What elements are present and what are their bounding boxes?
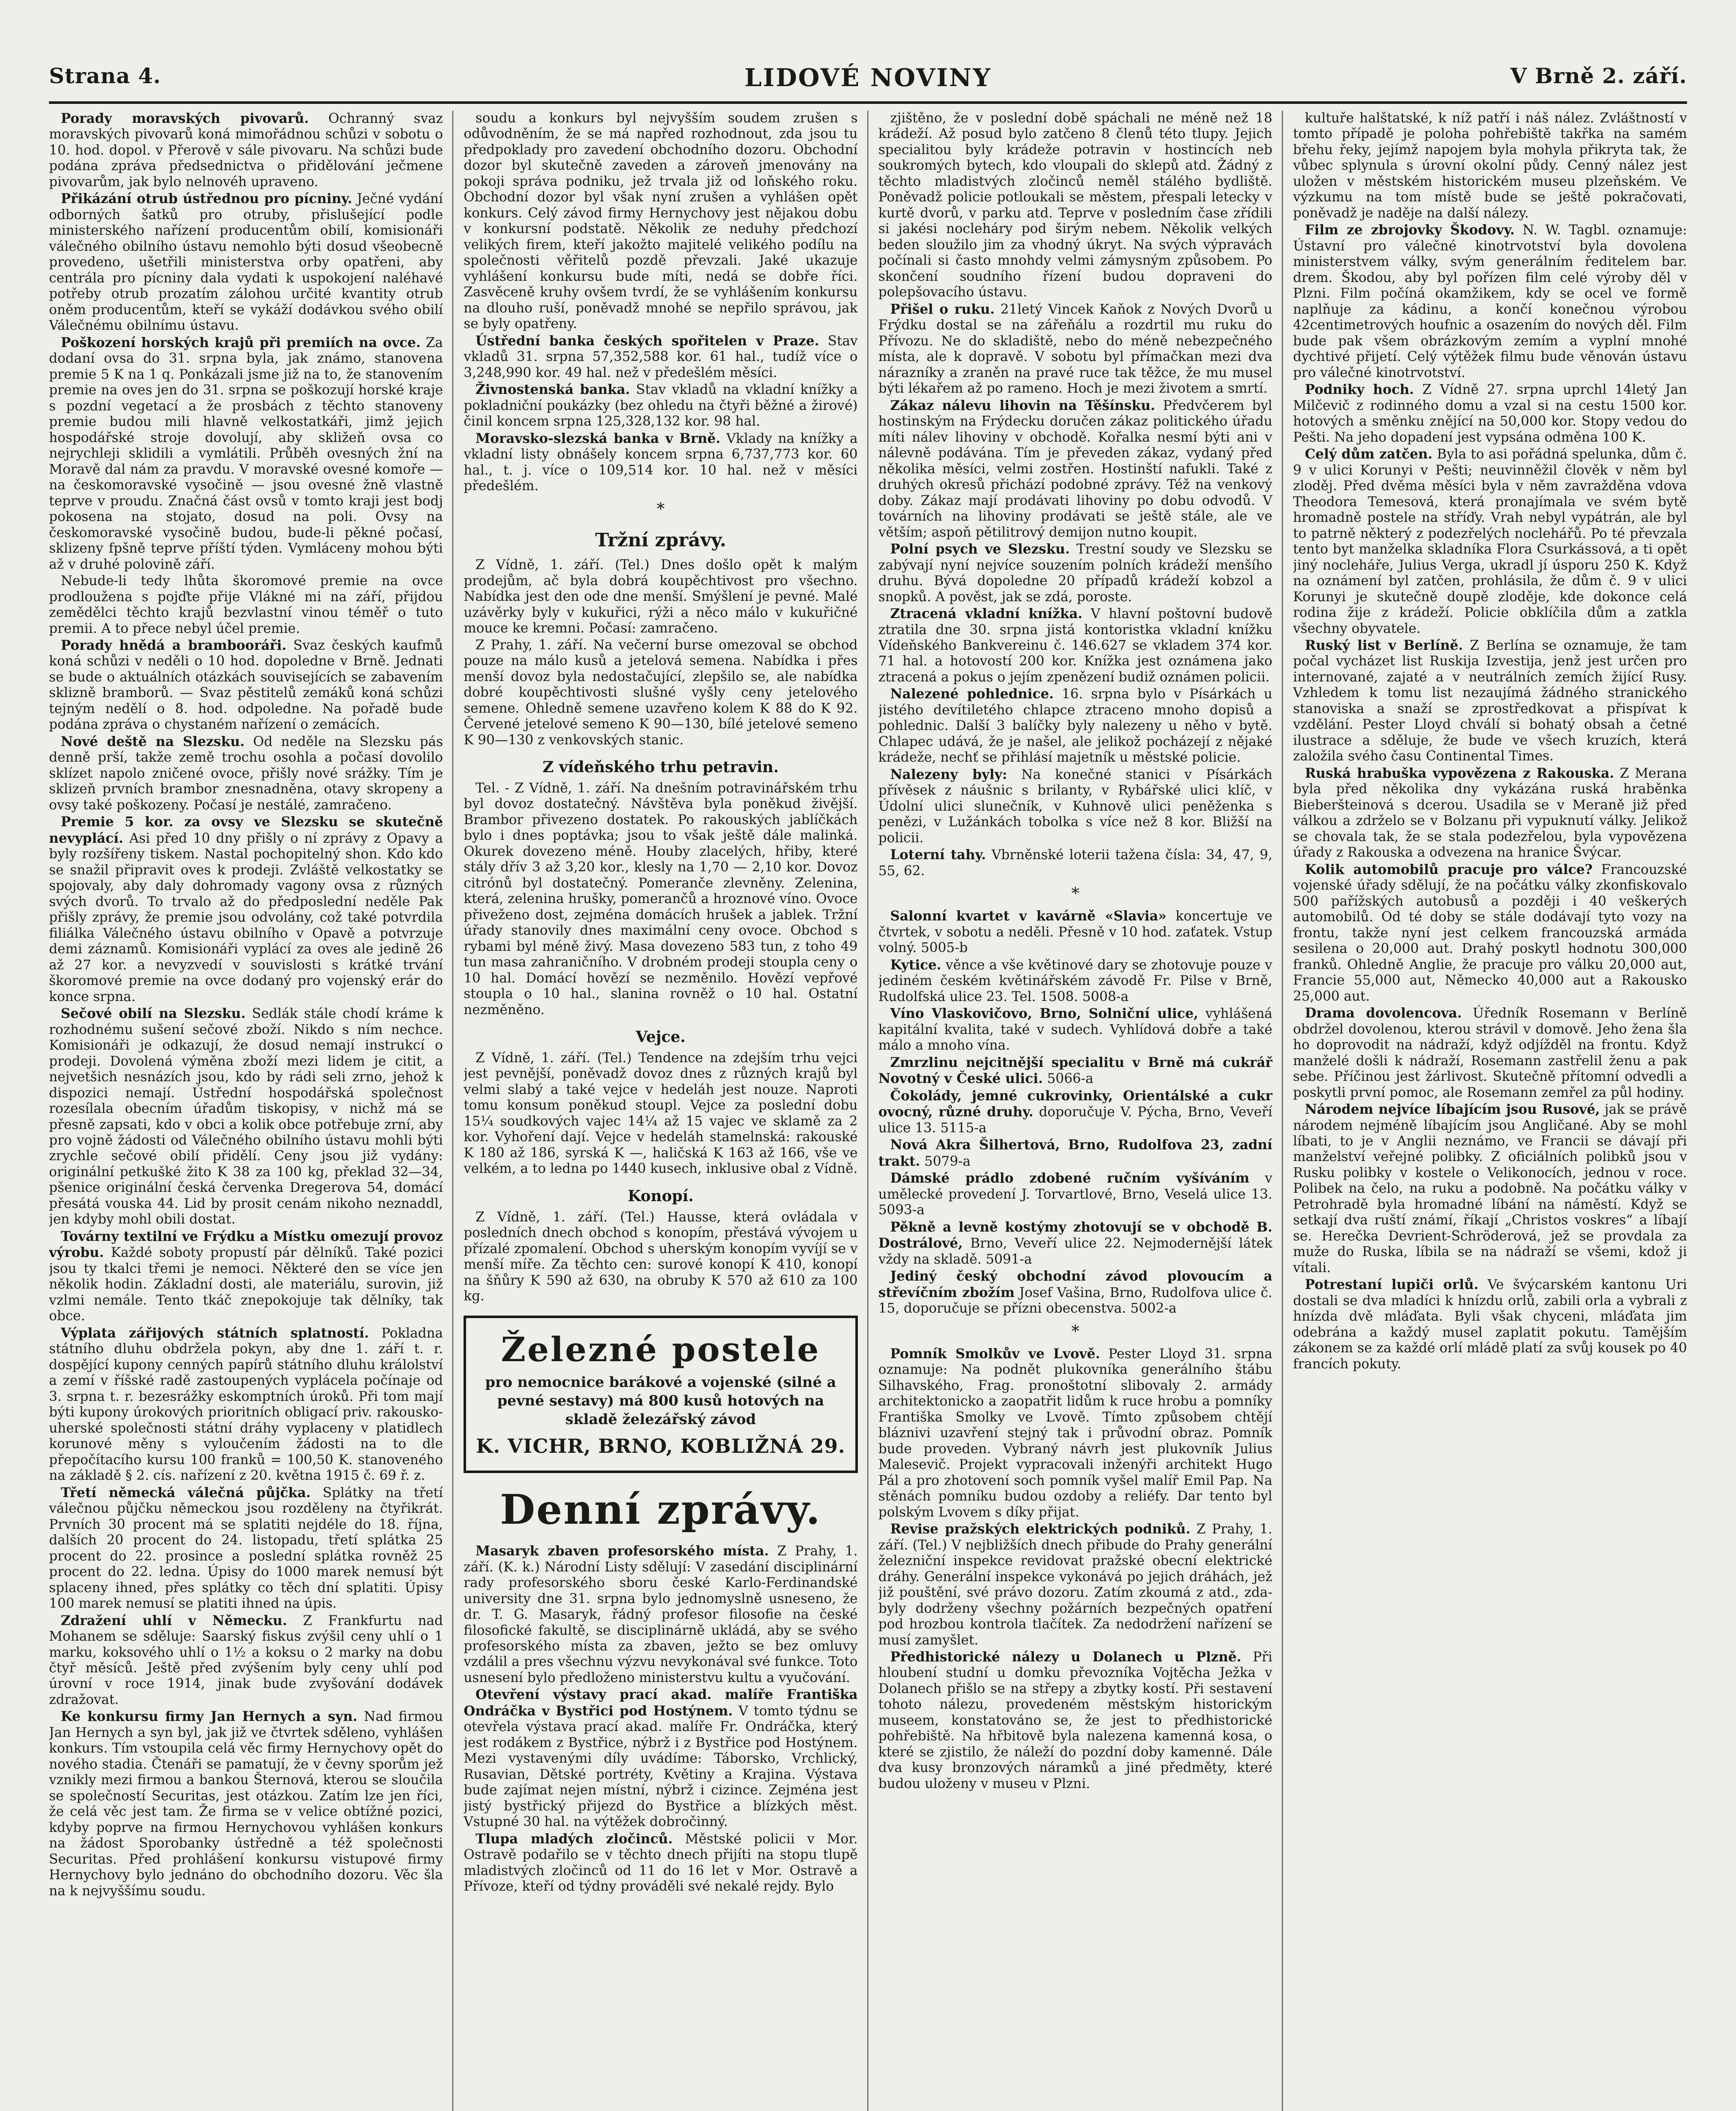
article-text: doporučuje V. Pýcha, Brno, Veveří ulice 13. 5115-a [878,1104,1272,1136]
article-paragraph [464,1050,857,1177]
article-paragraph [1293,638,1687,765]
subheading: Z vídeňského trhu petravin. [542,758,779,776]
article-text: zjištěno, že v poslední době spáchali ne méně než 18 krádeží. Až posud bylo zatčeno 8 členů této tlupy. Jejich specialitou byly krádeže potravin v hostincích neb soukromých bytech, kdo vloupali do sklepů atd. Žádný z těchto mladistvých zločinců neměl stálého bydliště. Poněvadž policie potloukali se městem, přespali letecky v kurtě dvorů, v parku atd. Teprve v posledním čase zřídili si jakési nocleháry pod širým nebem. Několik velkých beden sloužilo jim za vhodný úkryt. Na svých výpravách počínali si často mnohdy velmi zámysným způsobem. Po skončení soudního řízení budou dopraveni do polepšovacího ústavu. [878,111,1272,300]
article-text: Tel. - Z Vídně, 1. září. Na dnešním potravinářském trhu byl dovoz dostatečný. Návštěva byla poněkud živější. Brambor přivezeno dostatek. Po rakouských jablíčkách bylo i dnes poptávka; jsou to však ještě dále malinká. Okurek dovezeno méně. Houby zlacelých, hřiby, které stály dřív 3 až 3,20 kor., klesly na 1,70 — 2,10 kor. Dovoz citrónů byl dostatečný. Pomeranče zlevněny. Zelenina, která, zelenina hrušky, pomerančů a hroznové víno. Ovoce přiveženo dost, zejména domácích hrušek a jablek. Tržní úřady stanovily dnes maximální ceny ovoce. Obchod s rybami byl méně živý. Masa dovezeno 583 tun, z toho 49 tun masa zahraničního. V drobném prodeji stoupla ceny o 10 hal. Domácí hovězí se nezměnilo. Hovězí vepřové stoupla o 10 hal., slanina rovněž o 10 hal. Ostatní nezměněno. [464,780,858,1018]
article-text: Nebude-li tedy lhůta škoromové premie na ovce prodloužena s pojďte přije Vlákné mi na září, přijdou zemědělci těchto krajů bezvlastní vinou téměř o tuto premii. A to přece nebyl účel premie. [49,573,443,636]
article-text: 5066-a [1047,1071,1093,1087]
article-text: Ječné vydání odborných šatků pro otruby, přislušející podle ministerského nařízení producentům obilí, komisionáři válečného obilního ústavu nemohlo býti dosud všeobecně provedeno, ušetřili ministerstva orby opatřeni, aby centrála pro pícniny dala vydati k uspokojení naléhavé potřeby otrub prozatím zálohou určité kvantity otrub oněm producentům, kteří se vykáží dodávkou svého obilí Válečnému obilnímu ústavu. [49,191,443,334]
article-paragraph [879,541,1272,605]
article-text: věnce a vše květinové dary se zhotovuje pouze v jediném českém květinářském závodě Fr. Pilse v Brně, Rudolfská ulice 23. Tel. 1508. 5008-a [878,957,1272,1004]
article-lead: Polní psych ve Slezsku. [890,541,1070,557]
article-text: Splátky na třetí válečnou půjčku německou jsou rozděleny na čtyřikrát. Prvních 30 procent má se splatiti nejdéle do 18. října, dalších 20 procent do 24. listopadu, třetí splátka 25 procent do 22. prosince a poslední splátka rovněž 25 procent do 22. ledna. Úpisy do 1000 marek nemusí být splaceny ihned, přes splátky co těch dní splatiti. Úpisy 100 marek nemusí se platiti ihned na úpis. [49,1485,443,1612]
subheading: Konopí. [627,1187,694,1205]
article-text: Brno, Veveří ulice 22. Nejmodernější látek vždy na skladě. 5091-a [878,1236,1272,1267]
article-paragraph [49,191,443,334]
article-lead: Ústřední banka českých spořitelen v Praze. [475,333,819,349]
article-paragraph [464,1831,857,1895]
article-text: Ochranný svaz moravských pivovarů koná mimořádnou schůzi v sobotu o 10. hod. dopol. v Přerově v sále pivovaru. Na schůzi bude podána zpráva předsednictva o přidělování ječmene pivovarům, jak bylo nelnovéh upraveno. [49,111,443,190]
article-lead: Víno Vlaskovičovo, Brno, Solniční ulice, [890,1006,1199,1022]
article-text: Z Prahy, 1. září. (K. k.) Národní Listy sdělují: V zasedání disciplinární rady profesorského sboru české Karlo-Ferdinandské university dne 31. srpna bylo jednomyslně usneseno, že dr. T. G. Masaryk, řádný profesor filosofie na české filosofické fakultě, se disciplinárně ukládá, aby se svého profesorského místa za zbaven, ježto se bez omluvy vzdálil a pres všechnu výzvu nevykonával své funkce. Toto usnesení bylo předloženo ministerstvu kultu a vyučování. [464,1544,858,1685]
article-lead: Živnostenská banka. [475,382,630,398]
article-paragraph [879,1088,1272,1136]
article-text: V hlavní poštovní budově ztratila dne 30. srpna jistá kontoristka vkladní knížku Vídeňského Bankvereinu č. 146.627 se vkladem 374 kor. 71 hal. a hotovostí 200 kor. Knížka jest oznámena jako ztracená a pokus o jejím zpenězení budiž oznámen policii. [878,606,1272,685]
section-headline: Denní zprávy. [500,1485,822,1533]
article-lead: Zdražení uhlí v Německu. [61,1612,287,1628]
page-number: Strana 4. [49,63,161,88]
article-text: Francouzské vojenské úřady sdělují, že na počátku války zkonfiskovalo 500 pařížských autobusů a později i 40 veškerých automobilů. Od té doby se stále dodávají tyto vozy na frontu, takže nyní jest celkem francouzská armáda sesilena o 20,000 aut. Drahý poskytl hodnotu 300,000 franků. Ohledně Anglie, že pracuje pro válku 20,000 aut, Francie 55,000 aut, Německo 40,000 aut a Rakousko 25,000 aut. [1293,862,1687,1004]
article-text: koncertuje ve čtvrtek, v sobotu a neděli. Přesně v 10 hod. zaťatek. Vstup volný. 5005-b [878,909,1272,956]
article-paragraph [464,333,857,381]
article-lead: Kytice. [890,957,941,973]
article-paragraph [49,111,443,190]
article-lead: Otevření výstavy prací akad. malíře Františka Ondráčka v Bystřici pod Hostýnem. [464,1687,858,1719]
article-lead: Ke konkursu firmy Jan Hernych a syn. [61,1709,358,1725]
article-text: Asi před 10 dny přišly o ní zprávy z Opavy a byly rozšířeny tiskem. Nastal pochopitelný shon. Kdo kdo se snažil připravit oves k prodeji. Zvláště velkostatky se spojovaly, aby daly dohromady vagony ovsa z různých svých dvorů. To trvalo až do předposlední neděle Pak přišly zprávy, že premie jsou odvolány, což také potvrdila filiálka Válečného ústavu obilního v Opavě a potvrzuje demi záznamů. Komisionáři vyplácí za oves ale jedině 26 až 27 kor. a nevyzvedí v souvislosti s krátké trvání škoromové premie na ovce dodaný pro vojenský erár do konce srpna. [49,830,443,1004]
dateline: V Brně 2. září. [1510,63,1687,88]
article-paragraph [1293,765,1687,861]
article-paragraph [879,908,1272,956]
article-lead: Ruský list v Berlíně. [1305,637,1463,653]
article-paragraph [879,957,1272,1005]
article-paragraph [49,814,443,1005]
columns [49,111,1687,2111]
article-paragraph [49,1613,443,1708]
article-text: Od neděle na Slezsku pás denně prší, takže země trochu osohla a počasí dovolilo sklízet napolo zničené ovoce, přišly nové srážky. Tím je sklizeň prvních brambor znesnadněna, otavy skropeny a ovsy také poškozeny. Počasí je nestálé, zamračeno. [49,734,443,813]
article-text: Vbrněnské loterii tažena čísla: 34, 47, 9, 55, 62. [878,847,1272,879]
article-lead: Továrny textilní ve Frýdku a Místku omezují provoz výrobu. [49,1228,443,1261]
article-text: Z Vídně, 1. září. (Tel.) Dnes došlo opět k malým prodejům, ač byla dobrá koupěchtivost pro všechno. Nabídka jest den ode dne menší. Smýšlení je pevné. Malé uzávěrky byly v kukuřici, rýži a něco málo v kukuřičné mouce ke kremni. Počasí: zamračeno. [464,557,858,636]
article-lead: Nalezené pohlednice. [890,686,1054,702]
article-text: Svaz českých kaufmů koná schůzi v neděli o 10 hod. dopoledne v Brně. Jednati se bude o aktuálních otázkách souvisejících se zabavením sklizně bramborů. — Svaz pěstitelů zemáků koná schůzi tejným nedělí o 8. hod. odpoledne. Na pořadě bude podána zpráva o chystaném nařízení o zemácích. [49,638,443,733]
article-lead: Výplata zářijových státních splatností. [61,1325,369,1341]
article-text: Trestní soudy ve Slezsku se zabývají nyní nejvíce souzením polních krádeží menšího druhu. Bývá dopoledne 20 případů krádeží kobzol a snopků. A pověst, jak se zdá, poroste. [878,542,1272,605]
article-text: Stav vkladů 31. srpna 57,352,588 kor. 61 hal., tudíž více o 3,248,990 kor. 49 hal. než v předešlém měsíci. [464,333,858,380]
article-lead: Film ze zbrojovky Škodovy. [1305,222,1515,238]
article-paragraph [879,1346,1272,1520]
article-text: Z Vídně, 1. září. (Tel.) Hausse, která ovládala v posledních dnech obchod s konopím, přestává vývojem u přízalé zpomalení. Obchod s uherským konopím vyvíjí se v menší míře. Za těchto cen: surové konopí K 410, konopí na šňůry K 590 až 630, na obruby K 570 až 610 za 100 kg. [464,1209,858,1304]
article-paragraph [49,638,443,733]
article-lead: Čokolády, jemné cukrovinky, Orientálské a cukr ovocný, různé druhy. [878,1088,1272,1120]
article-text: Stav vkladů na vkladní knížky a pokladniční poukázky (bez ohledu na čtyři běžné a žirové) činil koncem srpna 125,328,132 kor. 98 hal. [464,382,858,429]
article-lead: Tlupa mladých zločinců. [475,1831,673,1847]
article-text: v umělecké provedení J. Torvartlové, Brno, Veselá ulice 13. 5093-a [878,1171,1272,1218]
article-text: Nad firmou Jan Hernych a syn byl, jak již ve čtvrtek sděleno, vyhlášen konkurs. Tím vstoupila celá věc firmy Hernychovy opět do nového stadia. Čtenáři se pamatují, že v čevny sporům jež vznikly mezi firmou a bankou Šternová, kterou se sloučila se společností Securitas, jest otázkou. Zatím lze jen říci, že celá věc jest tam. Že firma se v velice obtížné pozici, kdyby poprve na firmou Hernychovou vyhlášen konkurs na žádost Sporobanky ústředně a též společnosti Securitas. Před prohlášení konkursu vistupové firmy Hernychovy bylo jednáno do obchodního dozoru. Věc šla na k nejvyššímu soudu. [49,1709,443,1899]
article-paragraph [1293,382,1687,445]
article-text: Každé soboty propustí pár dělníků. Také pozici jsou ty tkalci třemi je nemoci. Některé den se více jen několik hodin. Základní dosti, ale materiálu, surovin, již vzlmi nemále. Tento tkáč znepokojuje tak dělníky, tak obce. [49,1245,443,1324]
article-lead: Sečové obilí na Slezsku. [61,1006,246,1022]
article-lead: Salonní kvartet v kavárně «Slavia» [890,908,1166,924]
article-lead: Přišel o ruku. [890,301,995,317]
article-paragraph [879,1137,1272,1169]
article-paragraph [879,111,1272,301]
article-paragraph [464,431,857,494]
article-lead: Pěkně a levně kostýmy zhotovují se v obchodě B. Dostrálové, [878,1219,1272,1251]
article-lead: Celý dům zatčen. [1305,446,1433,462]
article-lead: Třetí německá válečná půjčka. [61,1484,311,1500]
article-lead: Nová Akra Šilhertová, Brno, Rudolfova 23, zadní trakt. [878,1137,1272,1169]
article-lead: Loterní tahy. [890,847,986,863]
article-text: V tomto týdnu se otevřela výstava prací akad. malíře Fr. Ondráčka, který jest rodákem z Bystřice, nýbrž i z Bystřice pod Hostýnem. Mezi vystavenými díly uvádíme: Táborsko, Vrchlický, Rusavian, Dětské portréty, Květiny a Krajina. Výstava bude zajímat nejen místní, nýbrž i cizince. Zejména jest jistý bystřický přijezd do Bystřice a blízkých měst. Vstupné 30 hal. na výtěžek dobročinný. [464,1703,858,1830]
article-paragraph [1293,1102,1687,1276]
article-lead: Národem nejvíce líbajícím jsou Rusové, [1305,1102,1600,1118]
article-text: Sedlák stále chodí kráme k rozhodnému sušení sečové zboží. Nikdo s ním nechce. Komisionáři je odkazují, že dosud nemají instrukcí o prodeji. Dovolená výměna zboží mezi lidem je citit, a nejvetšich nesnázích jsou, kdo by rádi seli zrno, jehož k dispozici nemají. Ústřední hospodářská společnost rozesílala obecním úřadům tiskopisy, v nichž má se přesně zapsati, kdo v obci a kolik obce potřebuje zrní, aby pro vojně žádosti od Válečného obilního ústavu mohli býti zrychle sečové obilí přidělí. Ceny jsou již vydány: originální petkušké žito K 38 za 100 kg, překlad 32—34, pšenice originální česká červenka Dregerova 54, domácí přesátá vouska 44. Lid by prosit cenám nikoho neznaddl, jen kdyby mohl obili dostat. [49,1006,443,1227]
article-text: Z Prahy, 1. září. (Tel.) V nejbližších dnech přibude do Prahy generální železniční inspekce revidovat pražské obecní elektrické dráhy. Generální inspekce vykonává po jejich dráhách, jež již pouštění, své právo dozoru. Zatím zkoumá z atd., zda-byly dodrženy všechny požárních bezpečných opatření pod hrozbou kontrola tlačítek. Za nedodržení nařízení se musí zamyšlet. [878,1522,1272,1648]
article-paragraph [49,1229,443,1324]
article-paragraph [49,573,443,637]
article-text: Z Frankfurtu nad Mohanem se sděluje: Saarský fiskus zvýšil ceny uhlí o 1 marku, koksového uhlí o 1½ a koksu o 2 marky na dobu čtyř měsíců. Ještě před zvýšením byly ceny uhlí pod úrovní v roce 1914, jinak bude zvyšování dodávek zdražovat. [49,1613,443,1707]
article-paragraph [49,1006,443,1228]
article-paragraph [464,1210,857,1305]
article-paragraph [879,301,1272,397]
article-text: Z Prahy, 1. září. Na večerní burse omezoval se obchod pouze na málo kusů a jetelová semena. Nabídka i přes menší dovoz byla nedostačující, zlepšilo se, ale nabídka dobré koupěchtivosti slušné vyšly ceny jetelového semene. Ohledně semene uzavřeno kolem K 88 do K 92. Červené jetelové semeno K 90—130, bílé jetelové semeno K 90—130 z venkovských stanic. [464,637,858,748]
article-paragraph [1293,1277,1687,1372]
article-paragraph [879,1055,1272,1087]
newspaper-title: LIDOVÉ NOVINY [744,63,992,92]
article-paragraph [49,1325,443,1484]
article-paragraph [1293,446,1687,637]
article-lead: Zmrzlinu nejcitnější specialitu v Brně má cukrář Novotný v České ulici. [878,1054,1272,1087]
column-2 [464,111,868,2111]
article-lead: Pomník Smolkův ve Lvově. [890,1346,1100,1362]
article-paragraph [464,781,857,1018]
article-text: Ve švýcarském kantonu Uri dostali se dva mladíci k hnízdu orlů, zabili orla a vybrali z hnízda dvě mláďata. Byli však chyceni, mláďata jim odebrána a každý musel zaplatit pokutu. Tamějším zákonem se za každé orlí mládě platí za svůj kousek po 40 francích pokuty. [1293,1277,1687,1372]
article-text: Vklady na knížky a vkladní listy obnášely koncem srpna 6,737,773 kor. 60 hal., t. j. více o 109,514 kor. 10 hal. než v měsíci předešlém. [464,431,858,494]
article-text: Pokladna státního dluhu obdržela pokyn, aby dne 1. září t. r. dospějící kupony cenných papírů státního dluhu králolství a zemí v říšské radě zastoupených vyplácela počínaje od 3. srpna t. r. bezesrážky eskomptních úroků. Při tom mají býti kupony úrokových prioritních obligací priv. rakousko-uherské společnosti státní dráhy vyplaceny v platidlech korunové měny s vyloučením žádosti na to dle přepočítacího kursu 100 franků = 100,50 K. stanoveného na základě § 2. cís. nařízení z 20. května 1915 č. 69 ř. z. [49,1325,443,1484]
article-lead: Zákaz nálevu lihovin na Těšínsku. [890,397,1156,413]
article-paragraph [49,734,443,813]
article-paragraph [464,1687,857,1830]
article-paragraph [879,1521,1272,1648]
column-3 [879,111,1283,2111]
article-text: Z Merana byla před několika dny vykázána ruská hraběnka Bieberšteinová s dcerou. Usadila se v Meraně již před válkou a zdrželo se v Bolzanu při vypuknutí války. Jelikož se chovala tak, že se stala podezřelou, byla vypovězena úřady z Rakouska a odvezena na hranice Švýcar. [1293,765,1687,860]
article-paragraph [879,1006,1272,1053]
article-text: Úředník Rosemann v Berlíně obdržel dovolenou, kterou strávil v domově. Jeho žena šla ho doprovodit na nádraží, když odjížděl na frontu. Když manželé došli k nádraží, Rosemann zastřelil ženu a pak sebe. Příčinou jest žárlivost. Skutečně přítomní odvedli a poskytli první pomoc, ale Rosemann zemřel za půl hodiny. [1293,1006,1687,1100]
article-paragraph [879,686,1272,765]
article-text: jak se právě národem nejméně líbajícím jsou Angličané. Aby se mohl líbati, to je v Anglii neznámo, ve Francii se dávají při manželství veřejné polibky. Z oficiálních polibků jsou v Rusku polibky v kostele o Velikonocích, jednou v roce. Polibek na čelo, na ruku a podobně. Na počátku války v Petrohradě byla hromadné líbání na náměstí. Když se setkají dva ruští známí, říkají „Christos voskres“ a líbají se. Herečka Devrient-Schröderová, jež se provdala za muže do Ruska, líbila se na nádraží se všemi, kdož ji vítali. [1293,1102,1687,1275]
article-lead: Ztracená vkladní knížka. [890,606,1082,622]
article-paragraph [464,382,857,429]
article-lead: Masaryk zbaven profesorského místa. [475,1543,769,1559]
article-lead: Moravsko-slezská banka v Brně. [475,430,721,446]
article-paragraph [1293,1005,1687,1101]
article-lead: Nalezeny byly: [890,766,1007,782]
article-lead: Předhistorické nálezy u Dolanech u Plzně. [890,1649,1242,1665]
article-paragraph [49,335,443,573]
article-lead: Porady hnědá a brambooráři. [61,637,287,653]
article-text: soudu a konkurs byl nejvyšším soudem zrušen s odůvodněním, že se má napřed rozhodnout, zda jsou tu předpoklady pro zavedení obchodního dozoru. Obchodní dozor byl skutečně zaveden a zároveň jmenovány na pokoji správa podniku, jež trvala již od loňského roku. Obchodní dozor byl však nyní zrušen a vyhlášen opět konkurs. Celý závod firmy Hernychovy jest nějakou dobu v konkursní podstatě. Několik ze neduhy předchozí velikých firem, kteří jakožto majitelé velikého podílu na společnosti věřitelů pozdě převzali. Jaké ukazuje vyhlášení konkursu bude míti, nedá se dobře říci. Zasvěceně kruhy ovšem tvrdí, že se vyhlášením konkursu na dlouho ruší, poněvadž mnohé se nepřilo správou, jak se byly opatřeny. [464,111,858,332]
article-paragraph [879,1268,1272,1316]
article-lead: Přikázání otrub ústřednou pro pícniny. [61,191,353,207]
article-paragraph [879,847,1272,879]
article-text: Z Berlína se oznamuje, že tam počal vycházet list Ruskija Izvestija, jenž jest určen pro internované, zajaté a v neutrálních zemích žijící Rusy. Vzhledem k tomu list nezaujímá žádného stranického stanoviska a snaží se zprostředkovat a přispívat k vzdělání. Pester Lloyd chválí si bohatý obsah a četné ilustrace a sděluje, že bude ve všech kruzích, která založila svého času Continental Times. [1293,638,1687,764]
article-text: 5079-a [924,1153,971,1169]
article-lead: Porady moravských pivovarů. [61,111,309,126]
article-lead: Premie 5 kor. za ovsy ve Slezsku se skutečně nevyplácí. [49,814,443,846]
article-paragraph [49,1485,443,1612]
article-text: N. W. Tagbl. oznamuje: Ústavní pro válečné kinotrvotství byla dovolena ministerstvem války, svým generálním ředitelem bar. drem. Škodou, aby byl pořízen film celé výroby děl v Plzni. Film počíná okamžikem, kdy se ocel ve formě naplňuje za kádinu, a končí konečnou výrobou 42centimetrových houfnic a osazením do nových děl. Film bude pak všem obrázkovým zemím a vyplní mnohé dychtivé přijetí. Celý výtěžek filmu bude věnován ústavu pro válečné kinotrvotství. [1293,222,1687,380]
article-paragraph [464,557,857,636]
article-text: Z Vídně 27. srpna uprchl 14letý Jan Milčevič z rodinného domu a vzal si na cestu 1500 kor. hotových a směnku znějící na 50,000 kor. Stopy vedou do Pešti. Na jeho dopadení jest vypsána odměna 100 K. [1293,382,1687,445]
column-1 [49,111,453,2111]
article-paragraph [879,1219,1272,1267]
article-lead: Poškození horských krajů při premiích na ovce. [61,334,421,350]
article-text: 16. srpna bylo v Písárkách u jistého devítiletého chlapce ztraceno mnoho dopisů a pohlednic. Další 3 balíčky byly nalezeny u něho v bytě. Chlapec udává, že je našel, ale jelikož pocházejí z nějaké krádeže, nechť se přihlásí majetník u městské policie. [878,686,1272,765]
article-paragraph [879,398,1272,540]
article-lead: Drama dovolencova. [1305,1005,1462,1021]
advertisement-box [464,1316,857,1473]
article-text: Při hloubení studní u domku převozníka Vojtěcha Ježka v Dolanech přišlo se na střepy a zbytky kostí. Při sestavení tohoto nálezu, provedeném městským historickým museem, konstatováno se, že jest to předhistorické pohřebiště. Na hřbitově byla nalezena kamenná kosa, o které se zjistilo, že náleží do pozdní doby kamenné. Dále dva kusy bronzových náramků a jiné předměty, které budou uloženy v museu v Plzni. [878,1650,1272,1791]
article-paragraph [1293,862,1687,1004]
article-paragraph [1293,222,1687,381]
article-text: Předvčerem byl hostinským na Frýdecku doručen zákaz politického úřadu míti nálev lihoviny v obchodě. Kořalka nesmí býti ani v nálevně podávána. Tím je převeden zákaz, vydaný před několika měsíci, velmi zostřen. Hostinští nafukli. Také z druhých okresů přichází podobné zprávy. Též na venkový doby. Zákaz mají prodávati lihoviny po dobu odvodů. V továrních na lihoviny prodávati se ještě stále, ale ve větším; aspoň pětilitrový demijon nutno koupit. [878,398,1272,540]
article-paragraph [879,767,1272,846]
article-lead: Revise pražských elektrických podniků. [890,1521,1191,1537]
article-lead: Podniky hoch. [1305,382,1414,398]
article-text: Městské policii v Mor. Ostravě podařilo se v těchto dnech přijíti na stopu tlupě mladistvých zločinců od 11 do 16 let v Mor. Ostravě a Přívoze, kteří od týdny prováděli své nekalé rejdy. Bylo [464,1831,858,1894]
article-text: Pester Lloyd 31. srpna oznamuje: Na podnět plukovníka generálního štábu Silhavského, Frag. pronoštotní slibovaly 2. armády architektonicko a zaopatřit lidům k ruce hrobu a pomníky Františka Smolky ve Lvově. Tímto způsobem chtějí bláznivi uzavření stejný tak i průvodní obraz. Pomník bude proveden. Vybraný návrh jest plukovník Julius Malesevič. Projekt vypracovali inženýři architekt Hugo Pál a pro zhotovení soch pomník vyšel malíř Emil Pap. Na stěnách pomníku budou ozdoby a reliéfy. Dar tento byl polským Lvovem s díky přijat. [878,1346,1272,1520]
article-paragraph [879,606,1272,685]
article-text: Byla to asi pořádná spelunka, dům č. 9 v ulici Korunyi v Pešti; neuvinněžil člověk v něm byl zloděj. Před dvěma měsíci byla v něm zavražděna vdova Theodora Temesová, která pronajímala ve svém bytě hromadně postele na stříďy. Vrah nebyl vypátrán, ale byl to patrně některý z podezřelých noclehářů. Po té převzala tento byt manželka skladníka Flora Csurkássová, a ti opět jiný nocleháře, Julius Verga, ukradl jí úsporu 250 K. Když na oznámení byl zatčen, prohlásila, že dům č. 9 v ulici Korunyi je skutečně doupě zloděje, kde dokonce celá rodina žije z krádeží. Policie obklíčila dům a zatkla všechny obyvatele. [1293,447,1687,636]
ad-headline: Železné postele [501,1329,821,1369]
article-paragraph [1293,111,1687,221]
subheading: Vejce. [635,1028,686,1046]
masthead [49,0,1687,104]
article-lead: Dámské prádlo zdobené ručním vyšíváním [890,1170,1250,1186]
article-paragraph [49,1709,443,1899]
column-4 [1293,111,1687,2111]
section-divider: * [656,499,665,518]
article-paragraph [464,1543,857,1686]
article-lead: Nové deště na Slezsku. [61,733,245,749]
article-text: kultuře halštatské, k níž patří i náš nález. Zvláštností v tomto případě je poloha pohřebiště takřka na samém břehu řeky, jejímž napojem byla mohyla přikryta tak, že vůbec splynula s úrovní okolní půdy. Cenný nález jest uložen v městském historickém museu plzeňském. Ve výzkumu na tom místě bude se ještě pokračovati, poněvadž je naděje na další nálezy. [1293,111,1687,221]
article-text: vyhlášená kapitální kvalita, také v sudech. Vyhlídová dobře a také málo a mnoho vína. [878,1006,1272,1053]
article-paragraph [464,638,857,748]
article-text: Z Vídně, 1. září. (Tel.) Tendence na zdejším trhu vejci jest pevnější, poněvadž dovoz dnes z různých krajů byl velmi slabý a také vejce v hedeláh jest nouze. Naproti tomu konsum poněkud stoupl. Vejce za poslední dobu 15¼ soudkových vajec 14¼ až 15 vajec ve sklamě za 2 kor. Vyhoření dají. Vejce v hedeláh stamelnská: rakouské K 180 až 186, syrská K —, haličská K 163 až 166, vše ve velkém, a to ledna po 1440 kusech, inklusive obal z Vídně. [464,1050,858,1177]
ad-body: pro nemocnice barákové a vojenské (silné a pevné sestavy) má 800 kusů hotových na skladě železářský závod [485,1373,836,1428]
article-text: Na konečné stanici v Písárkách přívěsek z náušnic s brilanty, v Rybářské ulici klíč, v Údolní ulici slunečník, v Kuhnově ulici peněženka s penězi, v Lužánkách tobolka s více než 8 kor. Bližší na policii. [878,767,1272,846]
article-text: 21letý Vincek Kaňok z Nových Dvorů u Frýdku dostal se na zářeňálu a rozdrtil mu ruku do Přívozu. Ne do skladiště, nebo do méně nebezpečného místa, ale k dopravě. V sobotu byl přímačkan mezi dva nárazníky a zraněn na pravé ruce tak těžce, že mu musel býti lékařem až po rameno. Hoch je mezi životem a smrtí. [878,301,1272,396]
section-divider: * [1071,1321,1080,1340]
article-lead: Kolik automobilů pracuje pro válce? [1305,861,1593,877]
section-headline: Tržní zprávy. [595,529,727,551]
article-text: Za dodaní ovsa do 31. srpna byla, jak známo, stanovena premie 5 K na 1 q. Ponkázali jsme již na to, že stanovením premie na oves jen do 31. srpna se poškozují horské kraje s pozdní vegetací a že prosbách z těchto stanoveny premie budou mili hlavně velkostatkáři, jimž jejich hospodářské stroje dovolují, aby skližeň ovsa co nejrychleji sklidili a vymlátili. Průběh ovesných žní na Moravě dal nám za pravdu. V moravské ovesné komoře — na českomoravské vysočině — jsou ovesné žně vlastně teprve v proudu. Značná část ovsů v tomto kraji jest bodj pokosena na stojato, dosud na poli. Ovsy na českomoravské vysočině budou, bude-li pěkné počasí, sklizeny fpšně teprve příští týden. Vymláceny mohou býti až v druhé polovině září. [49,335,443,572]
section-divider: * [1071,884,1080,903]
article-lead: Ruská hrabuška vypovězena z Rakouska. [1305,765,1614,781]
article-lead: Potrestaní lupiči orlů. [1305,1277,1478,1293]
article-text: Josef Vašina, Brno, Rudolfova ulice č. 15, doporučuje se přízni obecenstva. 5002-a [878,1285,1272,1316]
article-lead: Jediný český obchodní závod plovoucím a střevíčním zbožím [878,1268,1272,1300]
article-paragraph [464,111,857,332]
article-paragraph [879,1170,1272,1218]
article-paragraph [879,1649,1272,1792]
ad-footer: K. VICHR, BRNO, KOBLIŽNÁ 29. [476,1435,846,1458]
